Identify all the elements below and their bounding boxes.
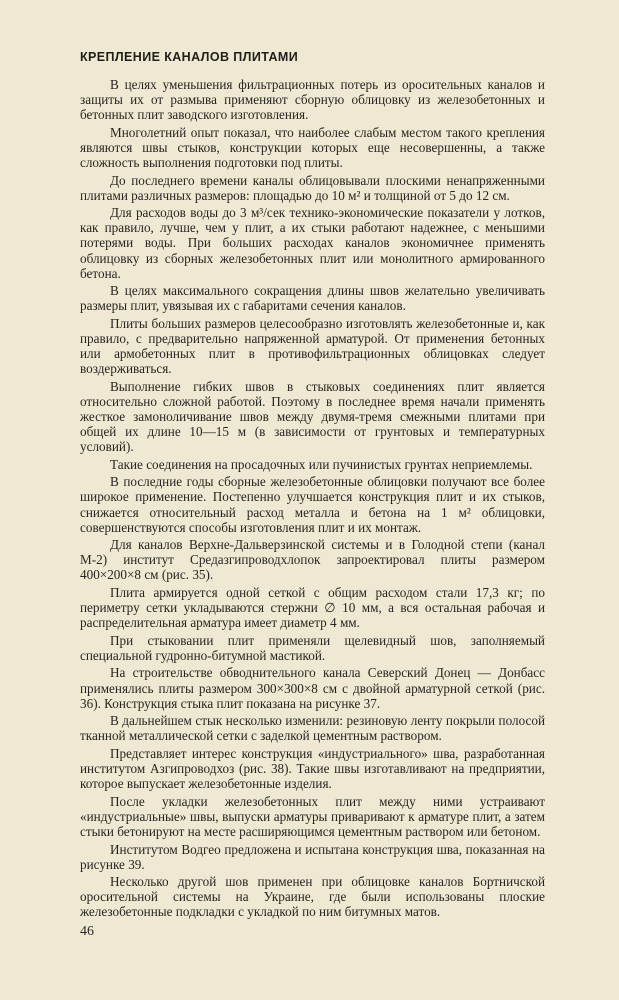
paragraph: Многолетний опыт показал, что наиболее слабым местом такого крепления являются швы стыков, конструкции которых еще несовершенны, а также сложность выполнения подготовки под плиты. bbox=[80, 124, 545, 170]
paragraph: Для расходов воды до 3 м³/сек технико-экономические показатели у лотков, как правило, лучше, чем у плит, а их стыки работают надежнее, с меньшими потерями воды. При больших расходах каналов экономичнее применять облицовку из сборных железобетонных плит или монолитного армированного бетона. bbox=[80, 205, 545, 281]
page-number: 46 bbox=[80, 924, 94, 939]
paragraph: В целях максимального сокращения длины швов желательно увеличивать размеры плит, увязывая их с габаритами сечения каналов. bbox=[80, 283, 545, 314]
section-heading: КРЕПЛЕНИЕ КАНАЛОВ ПЛИТАМИ bbox=[80, 50, 299, 64]
paragraph: До последнего времени каналы облицовывали плоскими ненапряженными плитами различных размеров: площадью до 10 м² и толщиной от 5 до 12 см. bbox=[80, 172, 545, 203]
paragraph: При стыковании плит применяли щелевидный шов, заполняемый специальной гудронно-битумной мастикой. bbox=[80, 632, 545, 663]
paragraph: В последние годы сборные железобетонные облицовки получают все более широкое применение. Постепенно улучшается конструкция плит и их стыков, снижается относительный расход металла и бетона на 1 м² облицовки, совершенствуются способы изготовления плит и их монтаж. bbox=[80, 474, 545, 535]
paragraph: Выполнение гибких швов в стыковых соединениях плит является относительно сложной работой. Поэтому в последнее время начали применять жесткое замоноличивание швов между двумя-тремя смежными плитами при общей их длине 10—15 м (в зависимости от грунтовых и температурных условий). bbox=[80, 378, 545, 455]
paragraph: Несколько другой шов применен при облицовке каналов Бортничской оросительной системы на Украине, где были использованы плоские железобетонные подкладки с укладкой по ним битумных матов. bbox=[80, 874, 545, 920]
paragraph: Для каналов Верхне-Дальверзинской системы и в Голодной степи (канал М-2) институт Средазгипроводхлопок запроектировал плиты размером 400×200×8 см (рис. 35). bbox=[80, 537, 545, 583]
paragraph: В дальнейшем стык несколько изменили: резиновую ленту покрыли полосой тканной металлической сетки с заделкой цементным раствором. bbox=[80, 713, 545, 744]
paragraph: После укладки железобетонных плит между ними устраивают «индустриальные» швы, выпуски арматуры приваривают к арматуре плит, а затем стыки бетонируют на месте расширяющимся цементным раствором или бетоном. bbox=[80, 793, 545, 839]
body-text bbox=[80, 77, 545, 922]
paragraph: Институтом Водгео предложена и испытана конструкция шва, показанная на рисунке 39. bbox=[80, 841, 545, 872]
paragraph: Плита армируется одной сеткой с общим расходом стали 17,3 кг; по периметру сетки укладываются стержни ∅ 10 мм, а вся остальная рабочая и распределительная арматура имеет диаметр 4 мм. bbox=[80, 585, 545, 631]
paragraph: Плиты больших размеров целесообразно изготовлять железобетонные и, как правило, с предварительно напряженной арматурой. От применения бетонных или армобетонных плит в противофильтрационных облицовках следует воздерживаться. bbox=[80, 315, 545, 377]
paragraph: На строительстве обводнительного канала Северский Донец — Донбасс применялись плиты размером 300×300×8 см с двойной арматурной сеткой (рис. 36). Конструкция стыка плит показана на рисунке 37. bbox=[80, 665, 545, 711]
paragraph: Представляет интерес конструкция «индустриального» шва, разработанная институтом Азгипроводхоз (рис. 38). Такие швы изготавливают на предприятии, которое выпускает железобетонные изделия. bbox=[80, 745, 545, 792]
paragraph: В целях уменьшения фильтрационных потерь из оросительных каналов и защиты их от размыва применяют сборную облицовку из железобетонных и бетонных плит заводского изготовления. bbox=[80, 77, 545, 123]
paragraph: Такие соединения на просадочных или пучинистых грунтах неприемлемы. bbox=[110, 456, 533, 472]
